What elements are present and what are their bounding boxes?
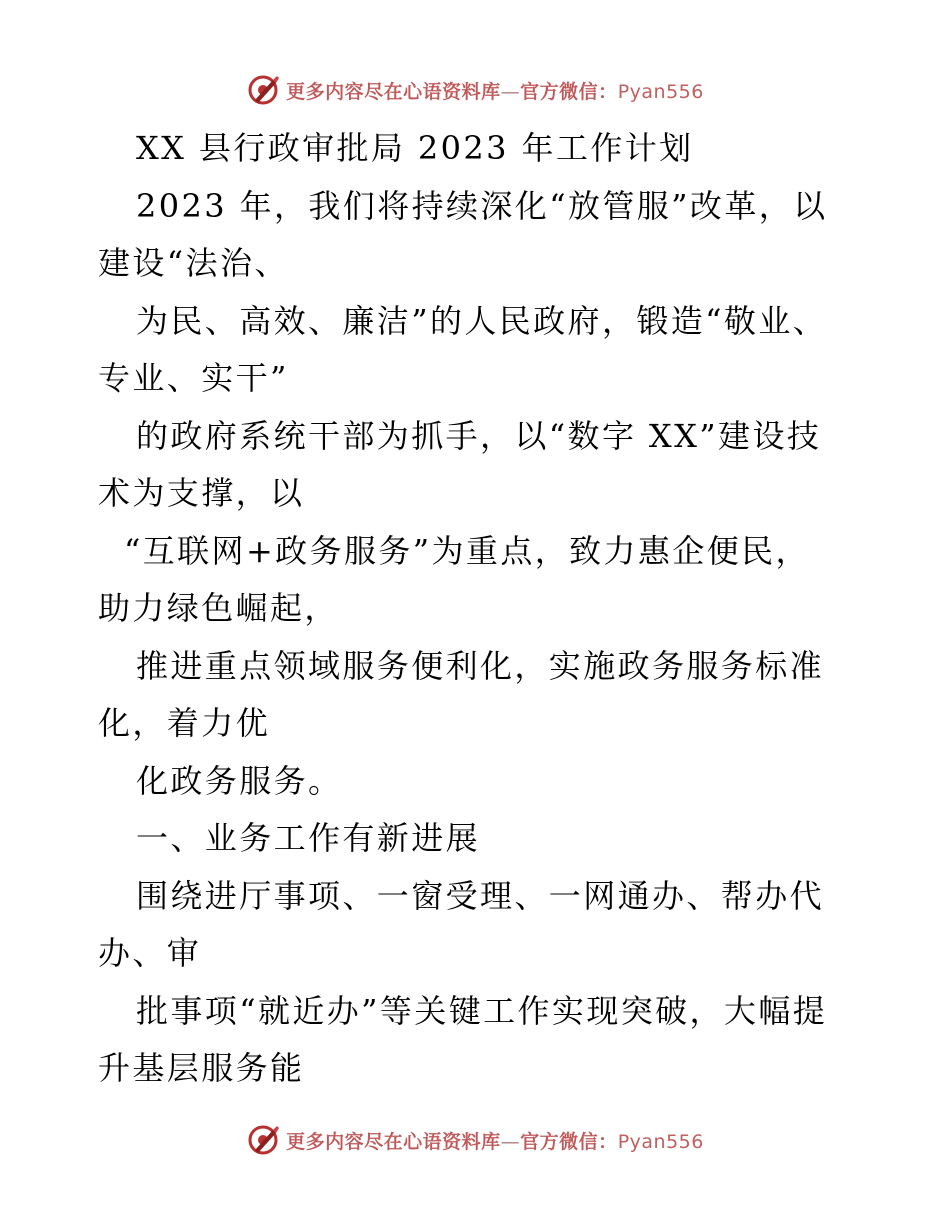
paragraph-line: “互联网+政务服务”为重点，致力惠企便民， (124, 531, 810, 570)
paragraph-line: 化，着力优 (98, 704, 271, 742)
paragraph-line: 术为支撑，以 (98, 474, 305, 512)
paragraph-line: 办、审 (98, 934, 202, 972)
banner-wechat-id: Pyan556 (617, 80, 704, 103)
banner-dash: — (500, 1130, 521, 1153)
paragraph-line: 建设“法治、 (98, 244, 289, 282)
document-title: XX 县行政审批局 2023 年工作计划 (136, 129, 694, 167)
banner-text (286, 77, 704, 104)
header-watermark-banner (0, 68, 950, 112)
paragraph-line: 围绕进厅事项、一窗受理、一网通办、帮办代 (136, 876, 825, 915)
footer-watermark-banner (0, 1118, 950, 1162)
banner-dash: — (500, 80, 521, 103)
logo-pen-icon (246, 1123, 280, 1157)
document-body (98, 120, 868, 1098)
banner-brand: 更多内容尽在心语资料库 (286, 80, 501, 103)
banner-text (286, 1127, 704, 1154)
banner-content (246, 73, 704, 107)
paragraph-line: 升基层服务能 (98, 1049, 305, 1087)
banner-wechat-label: 官方微信： (520, 80, 618, 103)
paragraph-line: 助力绿色崛起， (98, 589, 339, 627)
paragraph-line: 为民、高效、廉洁”的人民政府，锻造“敬业、 (136, 301, 828, 340)
paragraph-line: 专业、实干” (98, 359, 289, 397)
logo-pen-icon (246, 73, 280, 107)
paragraph-line: 批事项“就近办”等关键工作实现突破，大幅提 (136, 991, 828, 1030)
paragraph-line: 化政务服务。 (136, 761, 343, 800)
paragraph-line: 2023 年，我们将持续深化“放管服”改革，以 (136, 186, 828, 225)
section-heading: 一、业务工作有新进展 (136, 819, 481, 857)
banner-wechat-label: 官方微信： (520, 1130, 618, 1153)
banner-content (246, 1123, 704, 1157)
paragraph-line: 推进重点领域服务便利化，实施政务服务标准 (136, 646, 825, 685)
banner-brand: 更多内容尽在心语资料库 (286, 1130, 501, 1153)
banner-wechat-id: Pyan556 (617, 1130, 704, 1153)
paragraph-line: 的政府系统干部为抓手，以“数字 XX”建设技 (136, 416, 822, 455)
